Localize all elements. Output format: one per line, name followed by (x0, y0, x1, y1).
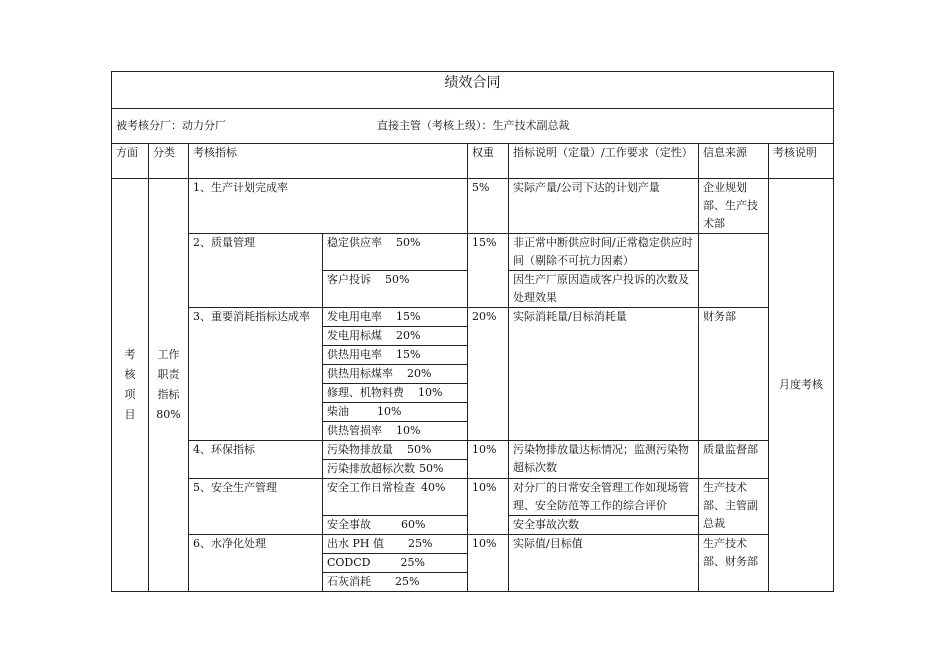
page-title: 绩效合同 (112, 72, 834, 109)
sub-indicator: 出水 PH 值 25% (323, 535, 468, 554)
weight-3: 20% (468, 308, 509, 441)
desc-2a: 非正常中断供应时间/正常稳定供应时间（剔除不可抗力因素） (509, 234, 699, 271)
sub-indicator: 供热用电率 15% (323, 346, 468, 365)
indicator-2: 2、质量管理 (189, 234, 323, 308)
table-row (112, 535, 834, 554)
sub-indicator: 客户投诉 50% (323, 271, 468, 308)
source-3: 财务部 (699, 308, 769, 441)
source-6: 生产技术部、财务部 (699, 535, 769, 592)
indicator-1: 1、生产计划完成率 (189, 179, 468, 234)
desc-3: 实际消耗量/目标消耗量 (509, 308, 699, 441)
sub-indicator: CODCD 25% (323, 554, 468, 573)
sub-indicator: 污染排放超标次数 50% (323, 460, 468, 479)
sub-indicator: 供热管损率 10% (323, 422, 468, 441)
header-source: 信息来源 (699, 144, 769, 179)
direct-supervisor: 直接主管（考核上级）：生产技术副总裁 (377, 119, 570, 132)
note-label: 月度考核 (779, 378, 823, 391)
source-4: 质量监督部 (699, 441, 769, 479)
source-2 (699, 234, 769, 308)
desc-5b: 安全事故次数 (509, 516, 699, 535)
category-cell (149, 179, 189, 592)
sub-indicator: 安全工作日常检查 40% (323, 479, 468, 516)
sub-indicator: 供热用标煤率 20% (323, 365, 468, 384)
sub-indicator: 发电用标煤 20% (323, 327, 468, 346)
sub-indicator: 安全事故 60% (323, 516, 468, 535)
header-note: 考核说明 (769, 144, 834, 179)
sub-indicator: 修理、机物料费 10% (323, 384, 468, 403)
note-cell (769, 179, 834, 592)
category-label: 工作职责指标80% (156, 348, 181, 421)
weight-4: 10% (468, 441, 509, 479)
weight-6: 10% (468, 535, 509, 592)
source-1: 企业规划部、生产技术部 (699, 179, 769, 234)
sub-indicator: 石灰消耗 25% (323, 573, 468, 592)
table-row (112, 234, 834, 271)
sub-indicator: 污染物排放量 50% (323, 441, 468, 460)
source-5: 生产技术部、主管副总裁 (699, 479, 769, 535)
header-indicator: 考核指标 (189, 144, 468, 179)
indicator-3: 3、重要消耗指标达成率 (189, 308, 323, 441)
desc-2b: 因生产厂原因造成客户投诉的次数及处理效果 (509, 271, 699, 308)
indicator-5: 5、安全生产管理 (189, 479, 323, 535)
desc-6: 实际值/目标值 (509, 535, 699, 592)
weight-2: 15% (468, 234, 509, 308)
contract-table (111, 71, 834, 592)
table-row (112, 479, 834, 516)
indicator-4: 4、环保指标 (189, 441, 323, 479)
desc-5a: 对分厂的日常安全管理工作如现场管理、安全防范等工作的综合评价 (509, 479, 699, 516)
table-row (112, 441, 834, 460)
sub-indicator: 稳定供应率 50% (323, 234, 468, 271)
sub-indicator: 柴油 10% (323, 403, 468, 422)
sub-indicator: 发电用电率 15% (323, 308, 468, 327)
weight-1: 5% (468, 179, 509, 234)
info-row (112, 109, 834, 144)
table-row (112, 308, 834, 327)
assessed-unit: 被考核分厂：动力分厂 (116, 119, 226, 132)
indicator-6: 6、水净化处理 (189, 535, 323, 592)
header-row (112, 144, 834, 179)
header-category: 分类 (149, 144, 189, 179)
aspect-cell (112, 179, 149, 592)
header-weight: 权重 (468, 144, 509, 179)
table-row (112, 179, 834, 234)
desc-1: 实际产量/公司下达的计划产量 (509, 179, 699, 234)
header-aspect: 方面 (112, 144, 149, 179)
header-description: 指标说明（定量）/工作要求（定性） (509, 144, 699, 179)
weight-5: 10% (468, 479, 509, 535)
desc-4: 污染物排放量达标情况；监测污染物超标次数 (509, 441, 699, 479)
aspect-label: 考核项目 (124, 348, 136, 421)
performance-contract (111, 71, 833, 588)
